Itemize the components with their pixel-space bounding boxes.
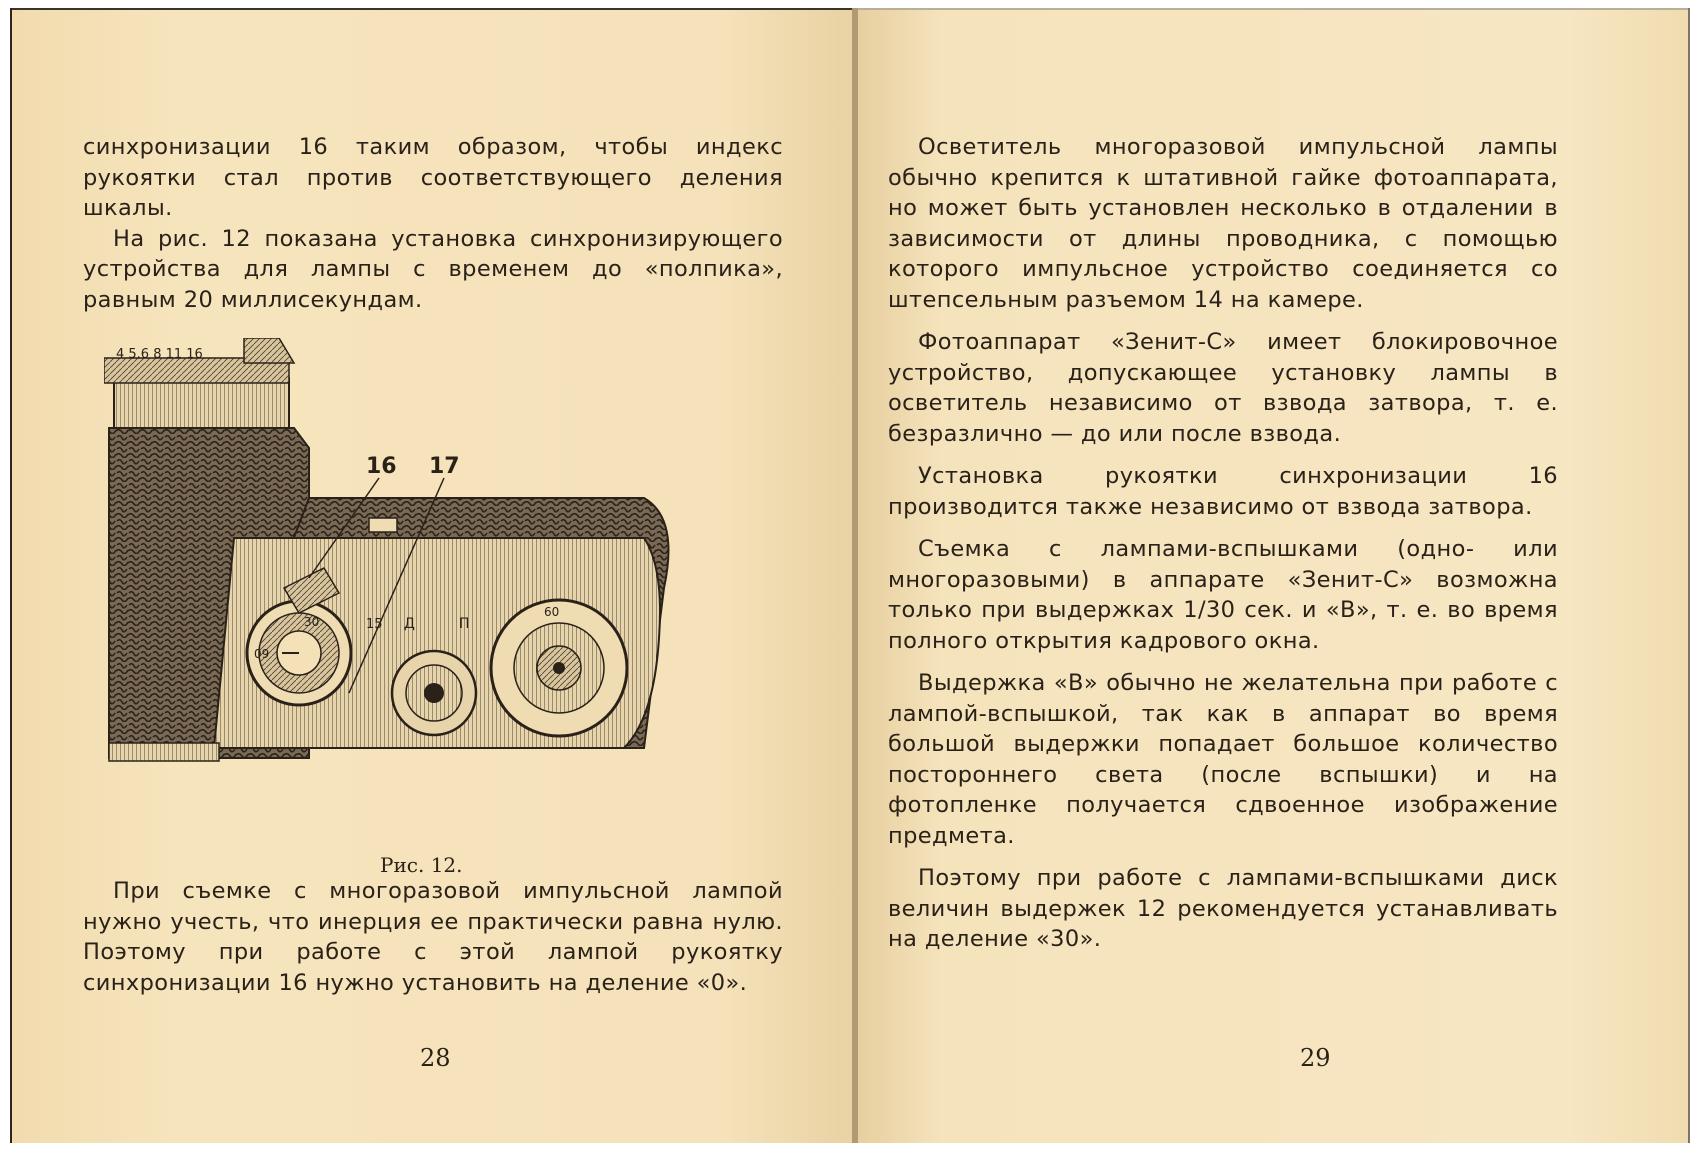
left-paragraph-3: При съемке с многоразовой импульсной лампой нужно учесть, что инерция ее практически равна нулю. Поэтому при работе с этой лампой рукоятку синхронизации 16 нужно установить на деление «0». [83,878,783,996]
right-paragraph-4: Съемка с лампами-вспышками (одно- или многоразовыми) в аппарате «Зенит-С» возможна только при выдержках 1/30 сек. и «В», т. е. во время полного открытия кадрового окна. [888,536,1558,654]
page-number-left: 28 [420,1044,451,1072]
shutter-button [369,518,397,532]
callout-16: 16 [366,454,397,479]
sync-mark-label: 30 [304,615,320,629]
aperture-ring [114,378,289,428]
shutter-speed-label: 60 [544,605,560,619]
figure-caption: Рис. 12. [380,853,463,877]
left-page [10,8,852,1143]
right-page [858,8,1690,1143]
right-text [888,132,1558,955]
callout-17: 17 [429,454,460,479]
mode-d-label: Д [404,616,415,632]
aperture-scale: 4 5.6 8 11 16 [116,347,203,362]
mode-p-label: П [459,616,470,632]
right-paragraph-5: Выдержка «В» обычно не желательна при работе с лампой-вспышкой, так как в аппарат во время большой выдержки попадает большое количество постороннего света (после вспышки) и на фотопленке получается сдвоенное изображение предмета. [888,670,1558,849]
page-number-right: 29 [1300,1044,1331,1072]
right-paragraph-6: Поэтому при работе с лампами-вспышками диск величин выдержек 12 рекомендуется устанавливать на деление «30». [888,865,1558,952]
book-spread [10,8,1690,1143]
left-bottom-text [83,876,783,998]
camera-figure [104,338,744,848]
left-paragraph-2: На рис. 12 показана установка синхронизирующего устройства для лампы с временем до «полпика», равным 20 миллисекундам. [83,225,783,313]
left-paragraph-1: синхронизации 16 таким образом, чтобы индекс рукоятки стал против соответствующего деления шкалы. [83,134,783,221]
right-paragraph-3: Установка рукоятки синхронизации 16 производится также независимо от взвода затвора. [888,463,1558,520]
shutter-mark-label: 15 [366,617,383,632]
sync-scale-label: 09 [254,647,270,661]
right-paragraph-2: Фотоаппарат «Зенит-С» имеет блокировочное устройство, допускающее установку лампы в осветитель независимо от взвода затвора, т. е. безразлично — до или после взвода. [888,329,1558,447]
left-top-text [83,132,783,315]
right-paragraph-1: Осветитель многоразовой импульсной лампы обычно крепится к штативной гайке фотоаппарата, но может быть установлен несколько в отдалении в зависимости от длины проводника, с помощью которого импульсное устройство соединяется со штепсельным разъемом 14 на камере. [888,134,1558,313]
